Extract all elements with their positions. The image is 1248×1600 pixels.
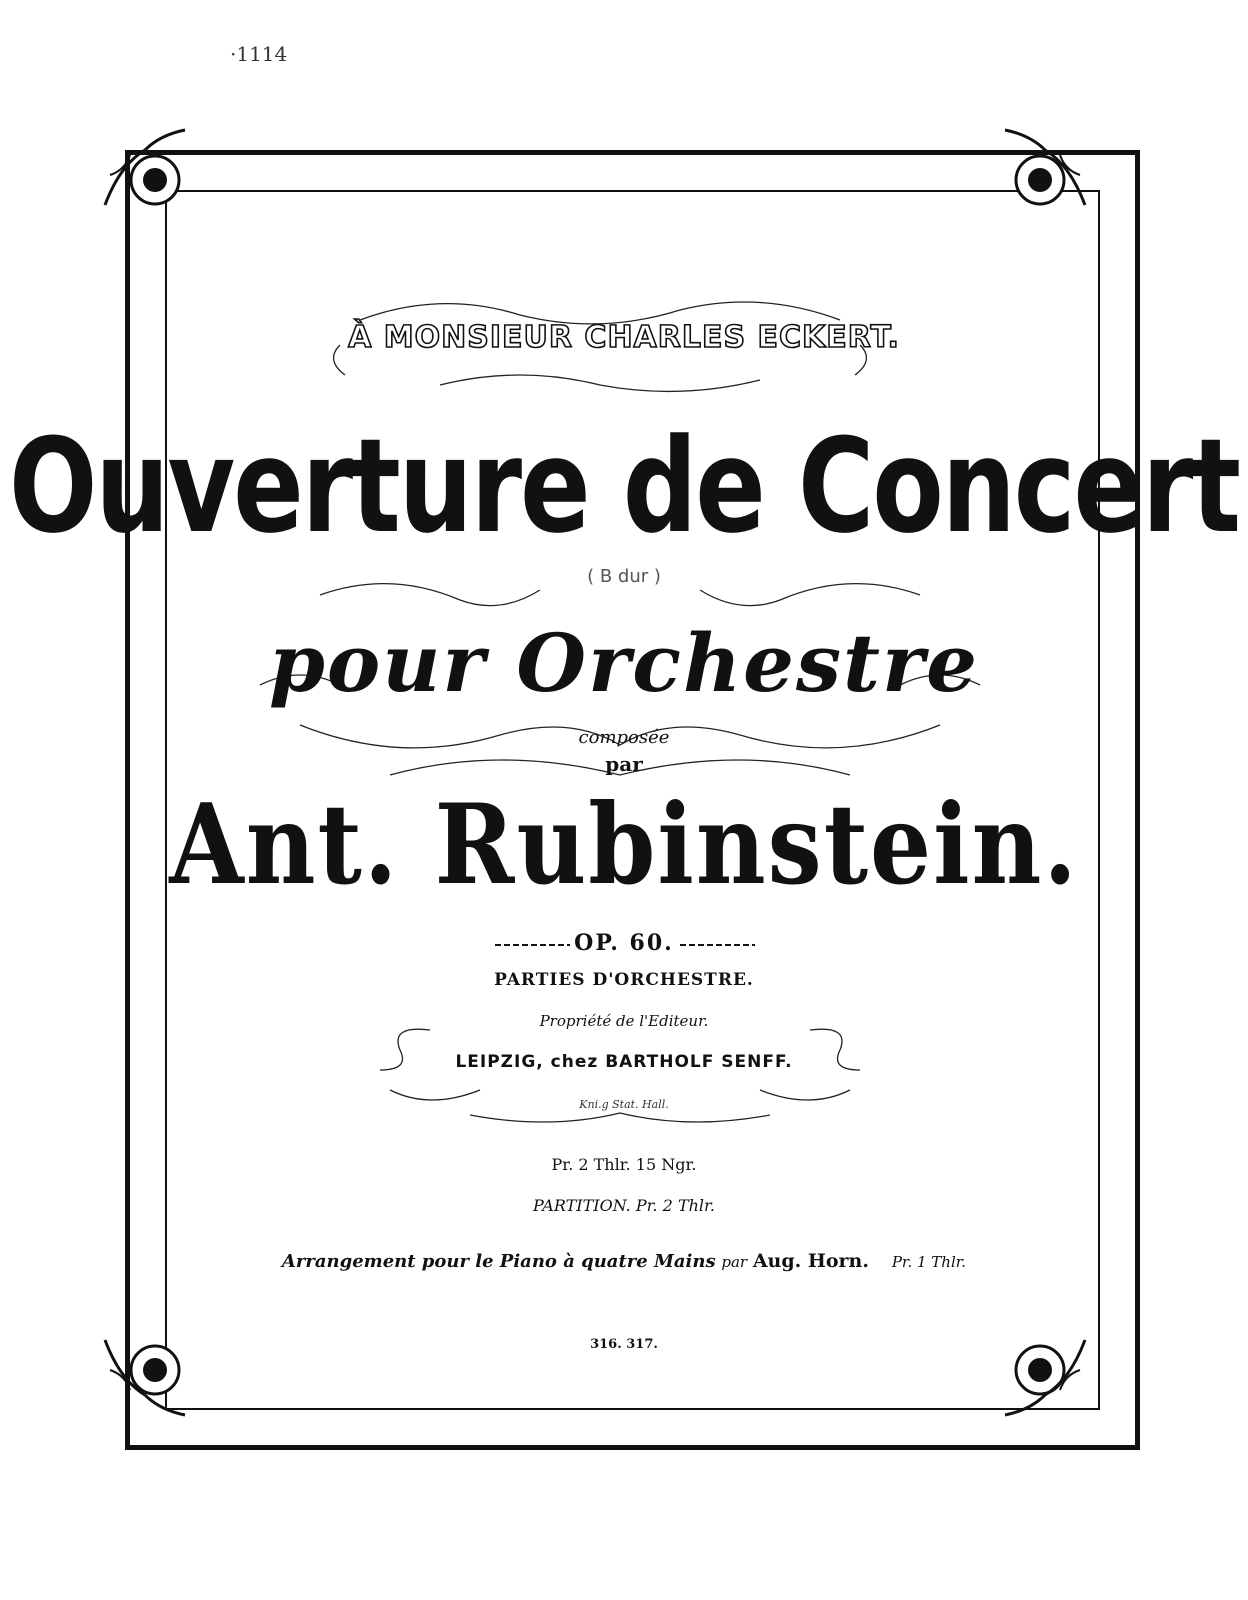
registration-note: Kni.g Stat. Hall. xyxy=(579,1098,669,1111)
arranger-name: Aug. Horn. xyxy=(752,1250,869,1272)
parts-price: Pr. 2 Thlr. 15 Ngr. xyxy=(551,1155,697,1174)
partition-price: PARTITION. Pr. 2 Thlr. xyxy=(532,1196,716,1215)
par-label: par xyxy=(605,752,643,776)
composer-name: Ant. Rubinstein. xyxy=(169,779,1079,910)
key-signature: ( B dur ) xyxy=(587,566,661,587)
parts-label: PARTIES D'ORCHESTRE. xyxy=(494,970,754,990)
arrangement-line xyxy=(0,1250,1248,1272)
publisher: LEIPZIG, chez BARTHOLF SENFF. xyxy=(455,1052,793,1072)
corner-ornament-top-left xyxy=(100,125,190,215)
opus-number: OP. 60. xyxy=(574,930,674,956)
arrangement-text: Arrangement pour le Piano à quatre Mains xyxy=(281,1251,716,1272)
ownership-note: Propriété de l'Editeur. xyxy=(539,1012,709,1030)
arrangement-par: par xyxy=(721,1253,748,1271)
composee-label: composée xyxy=(578,727,670,748)
handwritten-marginalia: ·1114 xyxy=(230,42,288,66)
publisher-flourish xyxy=(370,1015,870,1135)
corner-ornament-top-right xyxy=(1000,125,1090,215)
arrangement-price: Pr. 1 Thlr. xyxy=(891,1253,967,1271)
page-title: Ouverture de Concert xyxy=(8,409,1240,563)
dedication: À MONSIEUR CHARLES ECKERT. xyxy=(348,320,900,355)
subtitle: pour Orchestre xyxy=(268,616,980,710)
plate-numbers: 316. 317. xyxy=(590,1337,658,1352)
